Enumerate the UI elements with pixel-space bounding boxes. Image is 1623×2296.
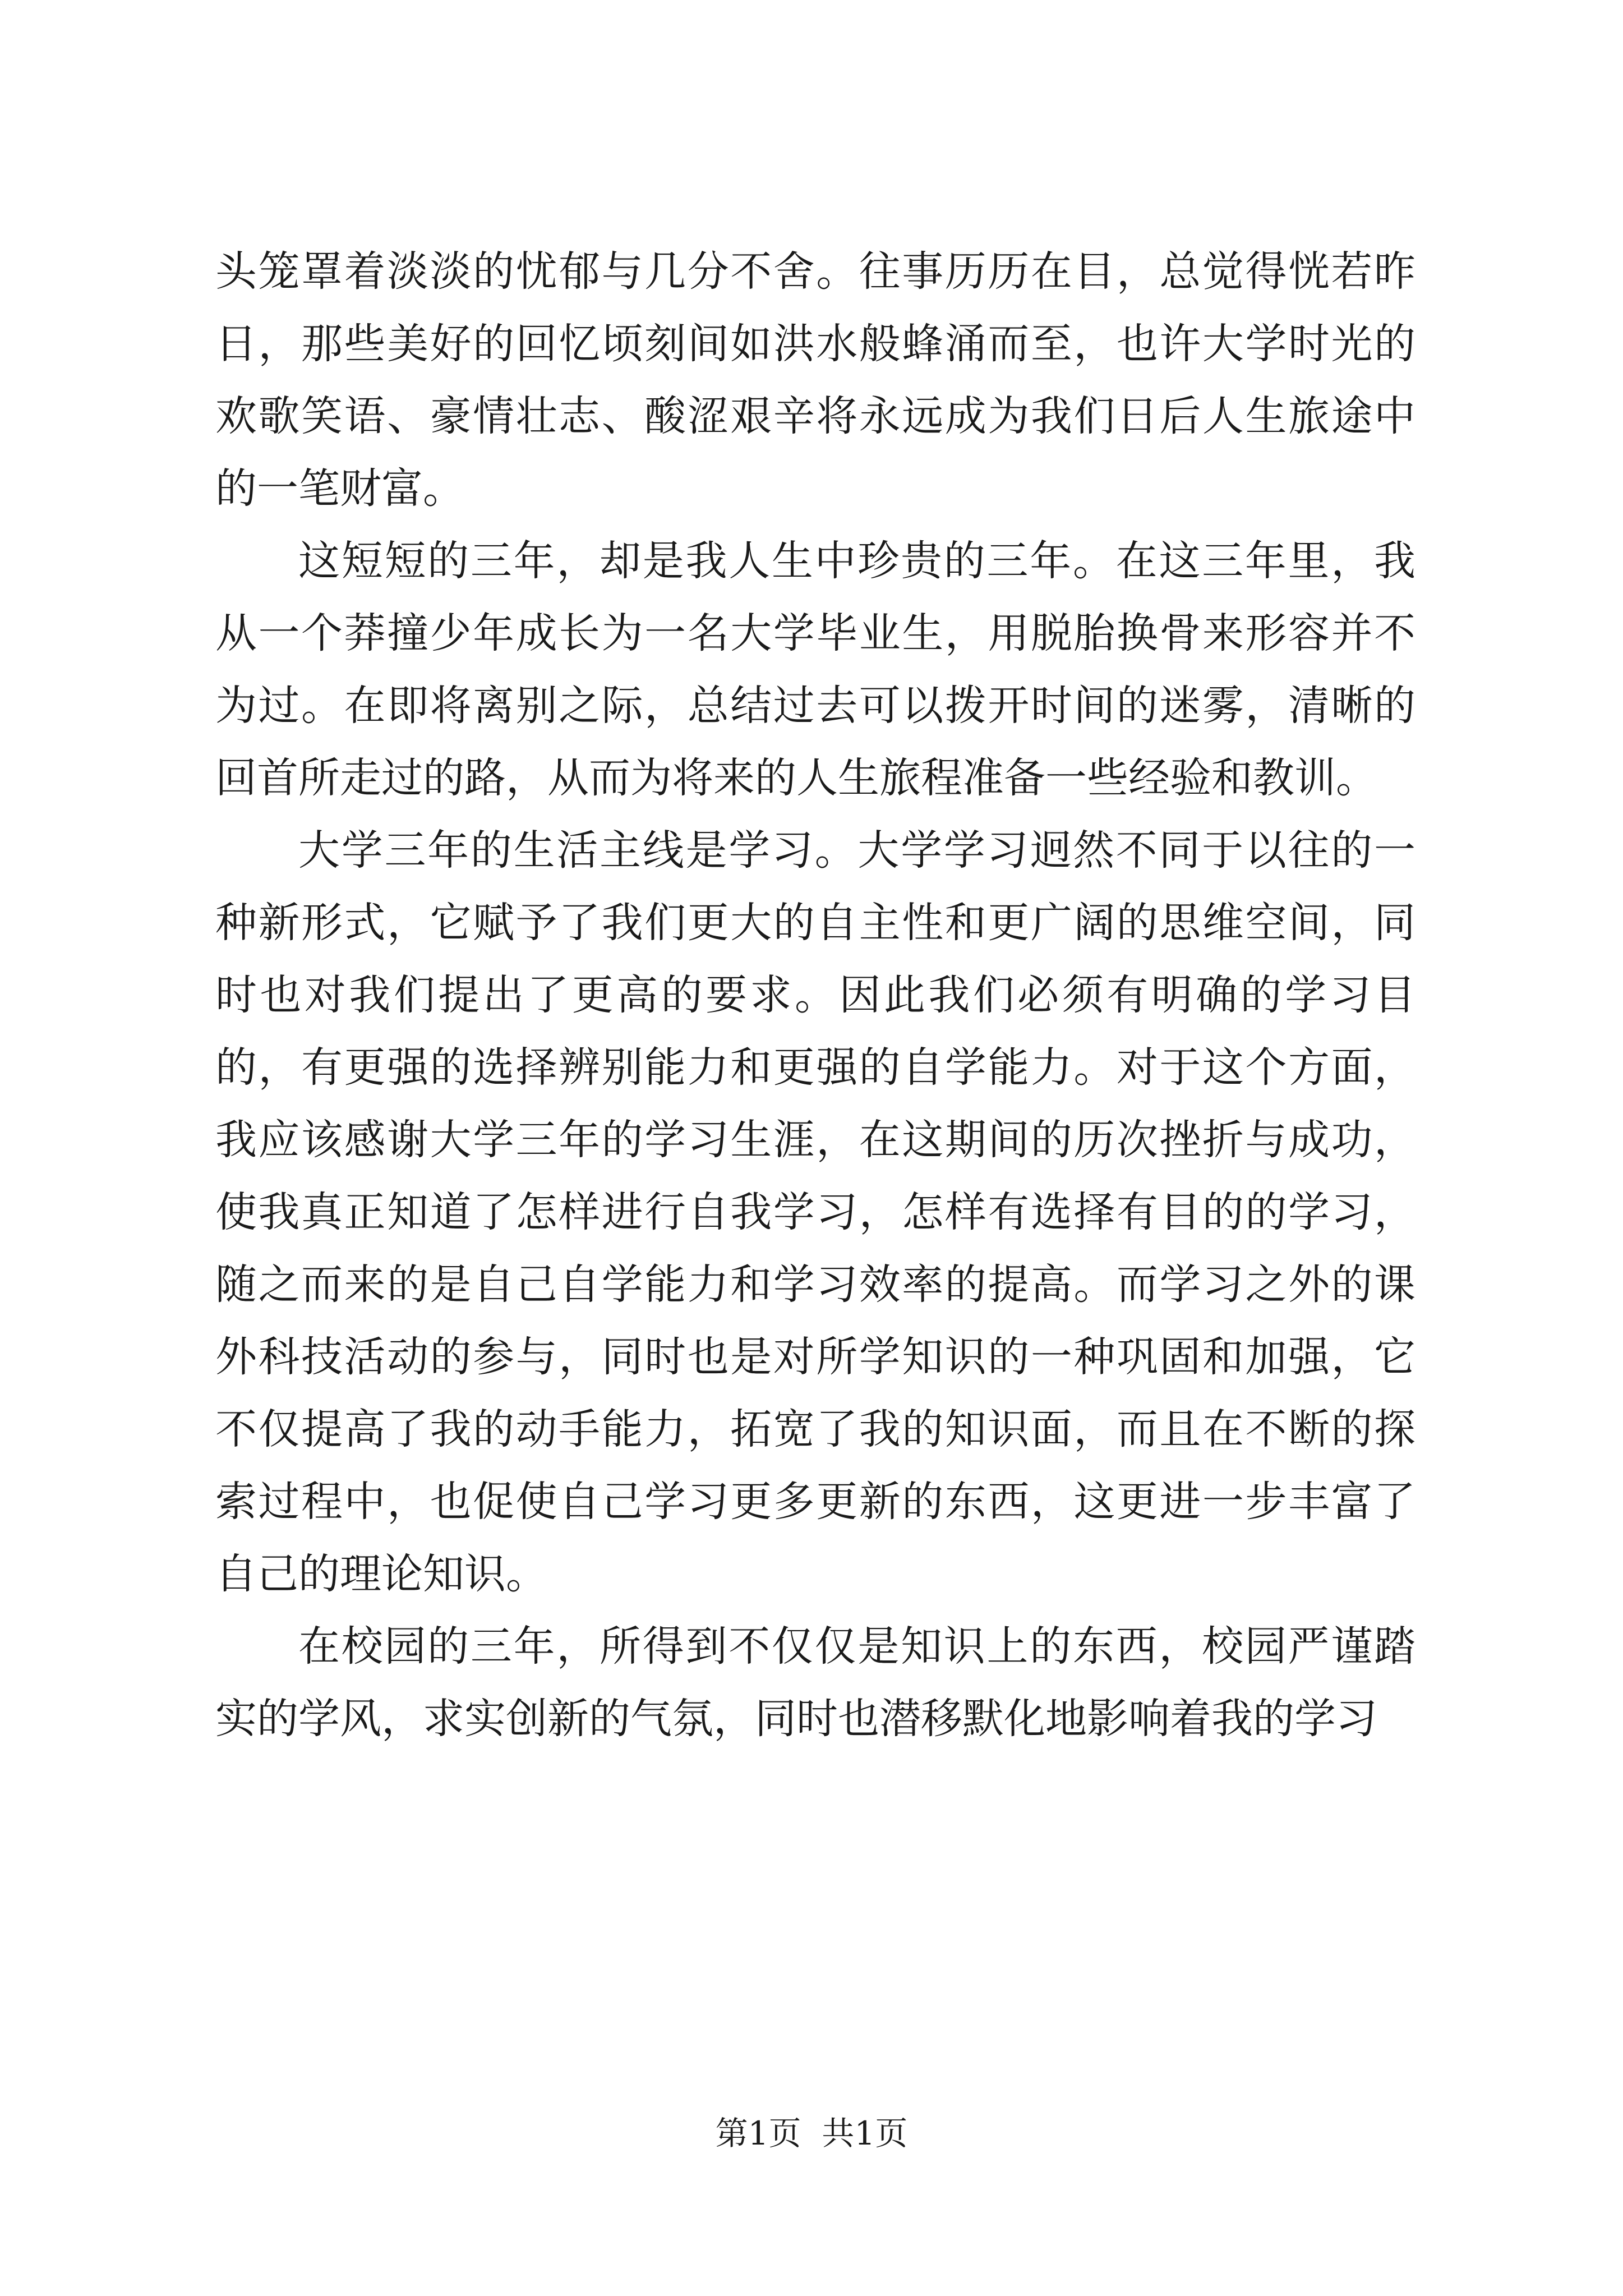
paragraph-1: 头笼罩着淡淡的忧郁与几分不舍。往事历历在目，总觉得恍若昨日，那些美好的回忆顷刻间如洪水般蜂涌而至，也许大学时光的欢歌笑语、豪情壮志、酸涩艰辛将永远成为我们日后人生旅途中的一笔财富。 [215, 247, 1415, 513]
footer-page-total: 1 [854, 2114, 875, 2152]
paragraph-3: 大学三年的生活主线是学习。大学学习迥然不同于以往的一种新形式，它赋予了我们更大的自主性和更广阔的思维空间，同时也对我们提出了更高的要求。因此我们必须有明确的学习目的，有更强的选择辨别能力和更强的自学能力。对于这个方面，我应该感谢大学三年的学习生涯，在这期间的历次挫折与成功，使我真正知道了怎样进行自我学习，怎样有选择有目的的学习，随之而来的是自己自学能力和学习效率的提高。而学习之外的课外科技活动的参与，同时也是对所学知识的一种巩固和加强，它不仅提高了我的动手能力，拓宽了我的知识面，而且在不断的探索过程中，也促使自己学习更多更新的东西，这更进一步丰富了自己的理论知识。 [215, 826, 1415, 1598]
page-footer [0, 2114, 1623, 2153]
paragraph-4: 在校园的三年，所得到不仅仅是知识上的东西，校园严谨踏实的学风，求实创新的气氛，同时也潜移默化地影响着我的学习 [215, 1622, 1415, 1743]
document-body [215, 236, 1415, 1755]
footer-page-middle: 页 共 [768, 2114, 855, 2152]
footer-page-prefix: 第 [715, 2114, 748, 2152]
footer-page-number: 1 [748, 2114, 769, 2152]
footer-page-suffix: 页 [875, 2114, 908, 2152]
paragraph-2: 这短短的三年，却是我人生中珍贵的三年。在这三年里，我从一个莽撞少年成长为一名大学毕业生，用脱胎换骨来形容并不为过。在即将离别之际，总结过去可以拨开时间的迷雾，清晰的回首所走过的路，从而为将来的人生旅程准备一些经验和教训。 [215, 537, 1415, 802]
